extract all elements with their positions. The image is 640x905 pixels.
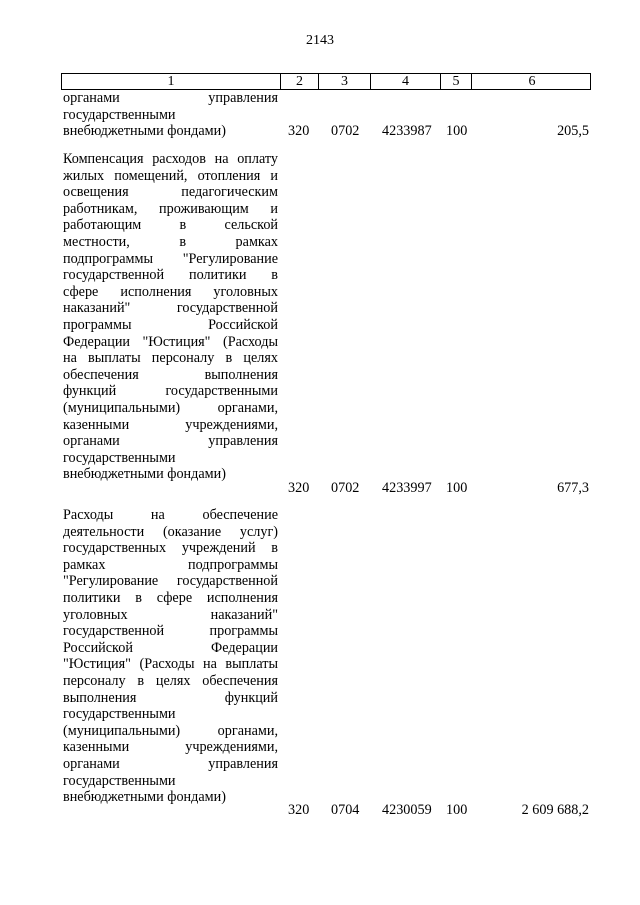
row-2-line: сфере исполнения уголовных: [63, 283, 278, 300]
row-3-line: персоналу в целях обеспечения: [63, 672, 278, 689]
row-3-line: "Регулирование государственной: [63, 573, 278, 590]
row-2-line: наказаний" государственной: [63, 300, 278, 317]
row-3-line: деятельности (оказание услуг): [63, 523, 278, 540]
row-1-col-5: 100: [446, 123, 468, 139]
row-2-line: казенными учреждениями,: [63, 416, 278, 433]
row-3-description: [63, 507, 278, 806]
row-3-col-3: 0704: [331, 802, 360, 818]
row-2-line: местности, в рамках: [63, 233, 278, 250]
row-3-col-6: 2 609 688,2: [521, 802, 589, 818]
row-3-line: казенными учреждениями,: [63, 739, 278, 756]
row-2-col-6: 677,3: [557, 480, 589, 496]
row-2-line: внебюджетными фондами): [63, 466, 226, 483]
row-2-line: программы Российской: [63, 316, 278, 333]
row-2-col-4: 4233997: [382, 480, 432, 496]
row-3-line: внебюджетными фондами): [63, 789, 226, 806]
row-3-col-4: 4230059: [382, 802, 432, 818]
row-1-col-4: 4233987: [382, 123, 432, 139]
row-2-col-3: 0702: [331, 480, 360, 496]
header-col-6: 6: [528, 74, 536, 89]
row-1-col-3: 0702: [331, 123, 360, 139]
row-3-line: выполнения функций: [63, 689, 278, 706]
row-2-description: [63, 151, 278, 483]
row-3-line: государственных учреждений в: [63, 540, 278, 557]
page-number: 2143: [306, 33, 334, 48]
row-3-line: Российской Федерации: [63, 639, 278, 656]
row-2-line: органами управления: [63, 433, 278, 450]
row-1-line: внебюджетными фондами): [63, 123, 226, 140]
row-3-col-2: 320: [288, 802, 310, 818]
row-3-line: органами управления: [63, 755, 278, 772]
row-2-line: Компенсация расходов на оплату: [63, 151, 278, 167]
header-col-3: 3: [319, 74, 371, 89]
row-3-line: (муниципальными) органами,: [63, 722, 278, 739]
row-2-col-2: 320: [288, 480, 310, 496]
row-2-col-5: 100: [446, 480, 468, 496]
row-2-line: подпрограммы "Регулирование: [63, 250, 278, 267]
row-2-line: на выплаты персоналу в целях: [63, 350, 278, 367]
row-3-line: государственной программы: [63, 623, 278, 640]
header-col-1: 1: [62, 74, 281, 89]
row-2-line: работникам, проживающим и: [63, 200, 278, 217]
row-3-line: государственными: [63, 706, 176, 723]
row-1-line: органами управления: [63, 90, 278, 106]
table-header-row: [61, 73, 591, 90]
row-2-line: функций государственными: [63, 383, 278, 400]
row-2-line: государственной политики в: [63, 267, 278, 284]
row-2-line: освещения педагогическим: [63, 184, 278, 201]
row-3-line: рамках подпрограммы: [63, 556, 278, 573]
row-1-col-6: 205,5: [557, 123, 589, 139]
header-col-2: 2: [281, 74, 319, 89]
row-3-line: Расходы на обеспечение: [63, 507, 278, 523]
header-col-5: 5: [441, 74, 472, 89]
row-2-line: работающим в сельской: [63, 217, 278, 234]
row-3-line: государственными: [63, 772, 176, 789]
row-2-line: (муниципальными) органами,: [63, 399, 278, 416]
header-col-4: 4: [371, 74, 441, 89]
row-2-line: жилых помещений, отопления и: [63, 167, 278, 184]
row-3-line: политики в сфере исполнения: [63, 589, 278, 606]
row-3-line: уголовных наказаний": [63, 606, 278, 623]
row-1-description: [63, 90, 278, 140]
row-2-line: государственными: [63, 449, 176, 466]
row-1-col-2: 320: [288, 123, 310, 139]
row-1-line: государственными: [63, 106, 176, 123]
row-3-col-5: 100: [446, 802, 468, 818]
row-3-line: "Юстиция" (Расходы на выплаты: [63, 656, 278, 673]
row-2-line: обеспечения выполнения: [63, 366, 278, 383]
row-2-line: Федерации "Юстиция" (Расходы: [63, 333, 278, 350]
